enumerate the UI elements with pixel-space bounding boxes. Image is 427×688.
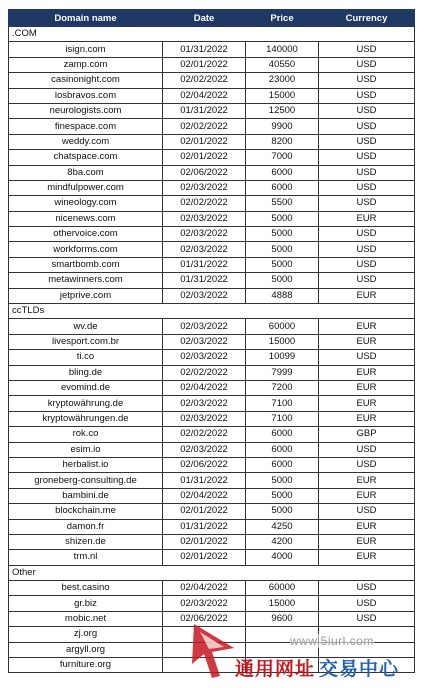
table-row — [9, 396, 415, 411]
table-row — [9, 611, 415, 626]
table-row — [9, 442, 415, 457]
cell-currency — [319, 658, 415, 673]
cell-currency: USD — [319, 150, 415, 165]
section-label: Other — [9, 565, 415, 580]
table-row — [9, 350, 415, 365]
cell-domain: kryptowährung.de — [9, 396, 163, 411]
table-row — [9, 88, 415, 103]
cell-date: 02/01/2022 — [163, 57, 246, 72]
cell-date: 02/03/2022 — [163, 242, 246, 257]
table-row — [9, 165, 415, 180]
table-row — [9, 150, 415, 165]
cell-domain: herbalist.io — [9, 457, 163, 472]
cell-price — [246, 658, 319, 673]
cell-domain: rok.co — [9, 427, 163, 442]
cell-price: 60000 — [246, 319, 319, 334]
cell-date: 02/03/2022 — [163, 411, 246, 426]
cell-domain: bambini.de — [9, 488, 163, 503]
cell-price: 9600 — [246, 611, 319, 626]
header-row — [9, 10, 415, 27]
table-row — [9, 627, 415, 642]
cell-domain: evomind.de — [9, 380, 163, 395]
table-row — [9, 658, 415, 673]
table-row — [9, 550, 415, 565]
cell-price: 15000 — [246, 596, 319, 611]
cell-price: 6000 — [246, 165, 319, 180]
cell-currency: USD — [319, 273, 415, 288]
cell-price: 4888 — [246, 288, 319, 303]
section-row — [9, 304, 415, 319]
table-row — [9, 504, 415, 519]
cell-date: 02/03/2022 — [163, 396, 246, 411]
cell-domain: metawinners.com — [9, 273, 163, 288]
table-row — [9, 73, 415, 88]
cell-domain: groneberg-consulting.de — [9, 473, 163, 488]
cell-domain: argyll.org — [9, 642, 163, 657]
table-row — [9, 273, 415, 288]
cell-date: 01/31/2022 — [163, 473, 246, 488]
cell-currency: USD — [319, 88, 415, 103]
cell-price: 6000 — [246, 442, 319, 457]
cell-domain: smartbomb.com — [9, 257, 163, 272]
cell-domain: weddy.com — [9, 134, 163, 149]
cell-domain: furniture.org — [9, 658, 163, 673]
cell-date: 02/02/2022 — [163, 196, 246, 211]
cell-currency: USD — [319, 596, 415, 611]
cell-price: 5000 — [246, 504, 319, 519]
cell-date: 02/03/2022 — [163, 442, 246, 457]
cell-currency: USD — [319, 611, 415, 626]
cell-currency — [319, 627, 415, 642]
cell-price: 5000 — [246, 211, 319, 226]
cell-currency: USD — [319, 581, 415, 596]
cell-date: 02/04/2022 — [163, 380, 246, 395]
cell-currency: EUR — [319, 550, 415, 565]
cell-price: 12500 — [246, 103, 319, 118]
cell-date: 02/04/2022 — [163, 88, 246, 103]
cell-domain: livesport.com.br — [9, 334, 163, 349]
cell-domain: blockchain.me — [9, 504, 163, 519]
cell-price: 4000 — [246, 550, 319, 565]
table-row — [9, 488, 415, 503]
cell-price: 5000 — [246, 273, 319, 288]
cell-date: 02/04/2022 — [163, 581, 246, 596]
cell-domain: ti.co — [9, 350, 163, 365]
cell-date: 02/03/2022 — [163, 319, 246, 334]
cell-date: 01/31/2022 — [163, 257, 246, 272]
cell-domain: mindfulpower.com — [9, 180, 163, 195]
cell-domain: best.casino — [9, 581, 163, 596]
cell-date: 02/01/2022 — [163, 504, 246, 519]
cell-price: 23000 — [246, 73, 319, 88]
table-row — [9, 57, 415, 72]
cell-currency: USD — [319, 134, 415, 149]
cell-domain: kryptowährungen.de — [9, 411, 163, 426]
table-row — [9, 103, 415, 118]
cell-date: 02/02/2022 — [163, 427, 246, 442]
cell-currency: EUR — [319, 380, 415, 395]
cell-price: 9900 — [246, 119, 319, 134]
cell-currency: USD — [319, 165, 415, 180]
cell-domain: trm.nl — [9, 550, 163, 565]
cell-price: 7000 — [246, 150, 319, 165]
cell-date: 02/02/2022 — [163, 119, 246, 134]
cell-currency: EUR — [319, 534, 415, 549]
cell-date: 02/02/2022 — [163, 365, 246, 380]
column-header-currency: Currency — [319, 10, 415, 27]
cell-date: 02/03/2022 — [163, 334, 246, 349]
section-label: .COM — [9, 27, 415, 42]
table-row — [9, 457, 415, 472]
cell-date: 01/31/2022 — [163, 519, 246, 534]
cell-currency: EUR — [319, 411, 415, 426]
cell-currency: USD — [319, 119, 415, 134]
cell-date: 02/01/2022 — [163, 550, 246, 565]
cell-date: 01/31/2022 — [163, 273, 246, 288]
cell-currency: USD — [319, 180, 415, 195]
cell-domain: 8ba.com — [9, 165, 163, 180]
cell-domain: othervoice.com — [9, 227, 163, 242]
cell-currency: USD — [319, 442, 415, 457]
cell-date: 02/02/2022 — [163, 73, 246, 88]
cell-price — [246, 627, 319, 642]
table-row — [9, 534, 415, 549]
table-row — [9, 427, 415, 442]
cell-date: 01/31/2022 — [163, 42, 246, 57]
table-row — [9, 334, 415, 349]
cell-domain: jetprive.com — [9, 288, 163, 303]
cell-currency: USD — [319, 457, 415, 472]
cell-date: 02/03/2022 — [163, 211, 246, 226]
cell-currency: USD — [319, 103, 415, 118]
table-row — [9, 319, 415, 334]
cell-domain: damon.fr — [9, 519, 163, 534]
cell-currency: EUR — [319, 519, 415, 534]
table-row — [9, 642, 415, 657]
cell-domain: finespace.com — [9, 119, 163, 134]
cell-date: 02/01/2022 — [163, 150, 246, 165]
cell-price: 7100 — [246, 411, 319, 426]
cell-currency: USD — [319, 257, 415, 272]
cell-domain: zamp.com — [9, 57, 163, 72]
cell-price: 4250 — [246, 519, 319, 534]
cell-currency: USD — [319, 196, 415, 211]
cell-domain: nicenews.com — [9, 211, 163, 226]
column-header-domain: Domain name — [9, 10, 163, 27]
section-label: ccTLDs — [9, 304, 415, 319]
cell-price: 5000 — [246, 227, 319, 242]
cell-currency: EUR — [319, 365, 415, 380]
table-row — [9, 211, 415, 226]
cell-domain: workforms.com — [9, 242, 163, 257]
cell-domain: wv.de — [9, 319, 163, 334]
cell-currency: USD — [319, 504, 415, 519]
cell-price: 6000 — [246, 457, 319, 472]
table-row — [9, 519, 415, 534]
cell-domain: neurologists.com — [9, 103, 163, 118]
cell-date — [163, 658, 246, 673]
cell-price: 10099 — [246, 350, 319, 365]
watermark-url: www.5iurl.com — [290, 634, 374, 648]
cell-currency: EUR — [319, 288, 415, 303]
table-row — [9, 596, 415, 611]
cell-domain: casinonight.com — [9, 73, 163, 88]
cell-domain: shizen.de — [9, 534, 163, 549]
cell-currency: EUR — [319, 396, 415, 411]
cell-currency: EUR — [319, 334, 415, 349]
cell-domain: zj.org — [9, 627, 163, 642]
cell-date: 02/01/2022 — [163, 134, 246, 149]
cell-domain: chatspace.com — [9, 150, 163, 165]
table-row — [9, 257, 415, 272]
cell-price: 5000 — [246, 242, 319, 257]
cell-date: 02/03/2022 — [163, 596, 246, 611]
cell-currency — [319, 642, 415, 657]
cell-currency: USD — [319, 42, 415, 57]
cell-domain: bling.de — [9, 365, 163, 380]
table-row — [9, 227, 415, 242]
cell-currency: USD — [319, 73, 415, 88]
cell-date: 02/03/2022 — [163, 288, 246, 303]
cell-price: 140000 — [246, 42, 319, 57]
watermark-title-blue: 交易中心 — [319, 659, 400, 680]
table-row — [9, 134, 415, 149]
table-row — [9, 380, 415, 395]
cell-price: 7999 — [246, 365, 319, 380]
cell-price: 5000 — [246, 473, 319, 488]
cell-date: 02/06/2022 — [163, 165, 246, 180]
cell-price: 15000 — [246, 334, 319, 349]
cell-price: 5500 — [246, 196, 319, 211]
cell-currency: EUR — [319, 319, 415, 334]
cell-price: 40550 — [246, 57, 319, 72]
cell-price: 6000 — [246, 180, 319, 195]
cell-currency: EUR — [319, 488, 415, 503]
domain-sales-table — [8, 9, 415, 673]
cell-currency: GBP — [319, 427, 415, 442]
table-row — [9, 581, 415, 596]
cell-price: 8200 — [246, 134, 319, 149]
cell-currency: USD — [319, 57, 415, 72]
cell-currency: USD — [319, 242, 415, 257]
column-header-date: Date — [163, 10, 246, 27]
table-row — [9, 242, 415, 257]
cell-currency: EUR — [319, 211, 415, 226]
cell-price — [246, 642, 319, 657]
cell-currency: USD — [319, 350, 415, 365]
cell-price: 4200 — [246, 534, 319, 549]
table-row — [9, 288, 415, 303]
cell-price: 6000 — [246, 427, 319, 442]
cell-date: 02/06/2022 — [163, 611, 246, 626]
cell-date: 02/03/2022 — [163, 350, 246, 365]
cell-currency: EUR — [319, 473, 415, 488]
table-row — [9, 42, 415, 57]
table-body — [9, 27, 415, 673]
cell-date — [163, 627, 246, 642]
cell-domain: mobic.net — [9, 611, 163, 626]
cell-price: 7200 — [246, 380, 319, 395]
cell-price: 15000 — [246, 88, 319, 103]
cell-date: 02/01/2022 — [163, 534, 246, 549]
table-row — [9, 196, 415, 211]
cell-domain: losbravos.com — [9, 88, 163, 103]
cell-price: 60000 — [246, 581, 319, 596]
watermark-title-red: 通用网址 — [235, 659, 316, 680]
cell-date: 02/04/2022 — [163, 488, 246, 503]
table-row — [9, 119, 415, 134]
cell-currency: USD — [319, 227, 415, 242]
table-row — [9, 473, 415, 488]
cell-domain: wineology.com — [9, 196, 163, 211]
table-row — [9, 411, 415, 426]
cell-domain: isign.com — [9, 42, 163, 57]
cell-domain: gr.biz — [9, 596, 163, 611]
cell-date — [163, 642, 246, 657]
column-header-price: Price — [246, 10, 319, 27]
table-row — [9, 365, 415, 380]
cell-price: 7100 — [246, 396, 319, 411]
cell-price: 5000 — [246, 257, 319, 272]
cell-date: 01/31/2022 — [163, 103, 246, 118]
section-row — [9, 27, 415, 42]
cell-date: 02/03/2022 — [163, 227, 246, 242]
section-row — [9, 565, 415, 580]
table-row — [9, 180, 415, 195]
cell-price: 5000 — [246, 488, 319, 503]
cell-domain: esim.io — [9, 442, 163, 457]
cell-date: 02/03/2022 — [163, 180, 246, 195]
cell-date: 02/06/2022 — [163, 457, 246, 472]
